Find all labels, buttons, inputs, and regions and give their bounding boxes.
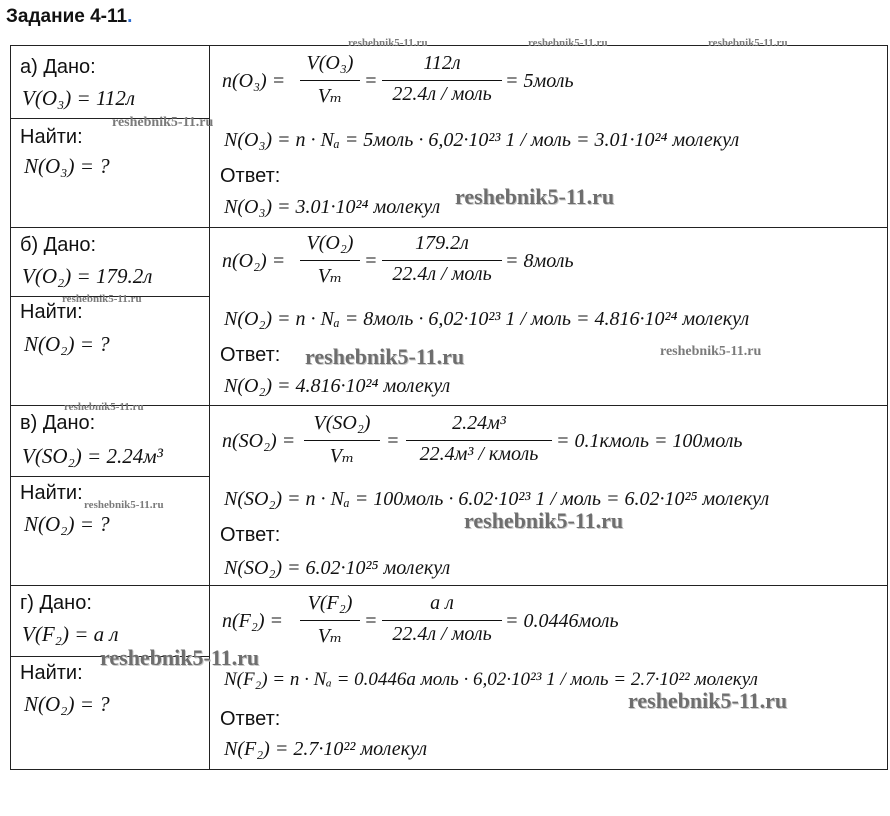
answer-value: N(F₂) = 2.7·10²² молекул [224,738,428,760]
fraction-volume [300,592,360,650]
fraction-volume [300,52,360,110]
fraction-bar [300,80,360,81]
watermark: reshebnik5-11.ru [455,184,615,209]
given-value: V(F₂) = a л [22,622,119,646]
find-label: Найти: [20,301,83,323]
fraction-bar [300,620,360,621]
N-formula: N(O₂) = n · Nₐ = 8моль · 6,02·10²³ 1 / моль = 4.816·10²⁴ молекул [224,308,750,330]
fraction-volume [300,232,360,290]
find-value: N(O₂) = ? [24,332,110,356]
N-formula: N(F₂) = n · Nₐ = 0.0446a моль · 6,02·10²³ 1 / моль = 2.7·10²² молекул [224,669,758,690]
n-result: = 8моль [505,250,574,272]
answer-label: Ответ: [220,165,281,187]
given-find-divider [10,476,209,477]
given-value: V(O₂) = 179.2л [22,264,153,288]
find-label: Найти: [20,126,83,148]
given-label: а) Дано: [20,56,96,78]
n-result: = 5моль [505,70,574,92]
N-formula: N(SO₂) = n · Nₐ = 100моль · 6.02·10²³ 1 / моль = 6.02·10²⁵ молекул [224,488,770,510]
given-label: г) Дано: [20,592,92,614]
fraction-bar [406,440,552,441]
fraction-denominator: Vₘ [329,445,355,467]
n-lhs: n(O₃) = [222,70,286,92]
find-label: Найти: [20,482,83,504]
answer-label: Ответ: [220,708,281,730]
fraction-denominator: 22.4м³ / кмоль [419,443,539,465]
fraction-bar [382,620,502,621]
fraction-numerator: V(O₂) [306,232,354,254]
fraction-bar [304,440,380,441]
fraction-bar [382,80,502,81]
find-value: N(O₂) = ? [24,512,110,536]
fraction-bar [300,260,360,261]
watermark: reshebnik5-11.ru [348,37,428,49]
fraction-numerator: 179.2л [415,232,469,254]
answer-value: N(O₂) = 4.816·10²⁴ молекул [224,375,451,397]
fraction-values [382,232,502,290]
answer-label: Ответ: [220,524,281,546]
page-title-text: Задание 4-11 [6,6,128,27]
equals-sign: = [364,610,378,632]
fraction-numerator: a л [430,592,454,614]
fraction-volume [304,412,380,470]
fraction-denominator: Vₘ [317,85,343,107]
watermark: reshebnik5-11.ru [64,401,144,413]
given-value: V(O₃) = 112л [22,86,136,110]
page-title-dot: . [127,6,133,27]
fraction-denominator: 22.4л / моль [392,83,492,105]
watermark: reshebnik5-11.ru [305,344,465,369]
n-lhs: n(F₂) = [222,610,283,632]
fraction-denominator: Vₘ [317,625,343,647]
watermark: reshebnik5-11.ru [100,645,260,670]
equals-sign: = [364,250,378,272]
n-lhs: n(O₂) = [222,250,286,272]
watermark: reshebnik5-11.ru [628,688,788,713]
given-label: в) Дано: [20,412,96,434]
watermark: reshebnik5-11.ru [660,344,762,359]
n-result: = 0.1кмоль = 100моль [556,430,743,452]
given-label: б) Дано: [20,234,97,256]
fraction-numerator: V(O₃) [306,52,354,74]
n-lhs: n(SO₂) = [222,430,296,452]
watermark: reshebnik5-11.ru [528,37,608,49]
watermark: reshebnik5-11.ru [84,499,164,511]
fraction-numerator: V(F₂) [307,592,353,614]
watermark: reshebnik5-11.ru [464,508,624,533]
fraction-numerator: 2.24м³ [452,412,506,434]
watermark: reshebnik5-11.ru [62,293,142,305]
watermark: reshebnik5-11.ru [708,37,788,49]
find-value: N(O₃) = ? [24,154,110,178]
fraction-numerator: V(SO₂) [313,412,371,434]
given-value: V(SO₂) = 2.24м³ [22,444,163,468]
fraction-bar [382,260,502,261]
fraction-denominator: Vₘ [317,265,343,287]
find-label: Найти: [20,662,83,684]
fraction-denominator: 22.4л / моль [392,263,492,285]
row-divider [10,227,888,228]
fraction-values [382,592,502,650]
page-title [6,6,132,28]
N-formula: N(O₃) = n · Nₐ = 5моль · 6,02·10²³ 1 / моль = 3.01·10²⁴ молекул [224,129,740,151]
equals-sign: = [386,430,400,452]
find-value: N(O₂) = ? [24,692,110,716]
row-divider [10,585,888,586]
watermark: reshebnik5-11.ru [112,115,214,130]
answer-label: Ответ: [220,344,281,366]
fraction-values [406,412,552,470]
fraction-denominator: 22.4л / моль [392,623,492,645]
n-result: = 0.0446моль [505,610,619,632]
fraction-values [382,52,502,110]
fraction-numerator: 112л [423,52,461,74]
answer-value: N(SO₂) = 6.02·10²⁵ молекул [224,557,451,579]
equals-sign: = [364,70,378,92]
answer-value: N(O₃) = 3.01·10²⁴ молекул [224,196,441,218]
